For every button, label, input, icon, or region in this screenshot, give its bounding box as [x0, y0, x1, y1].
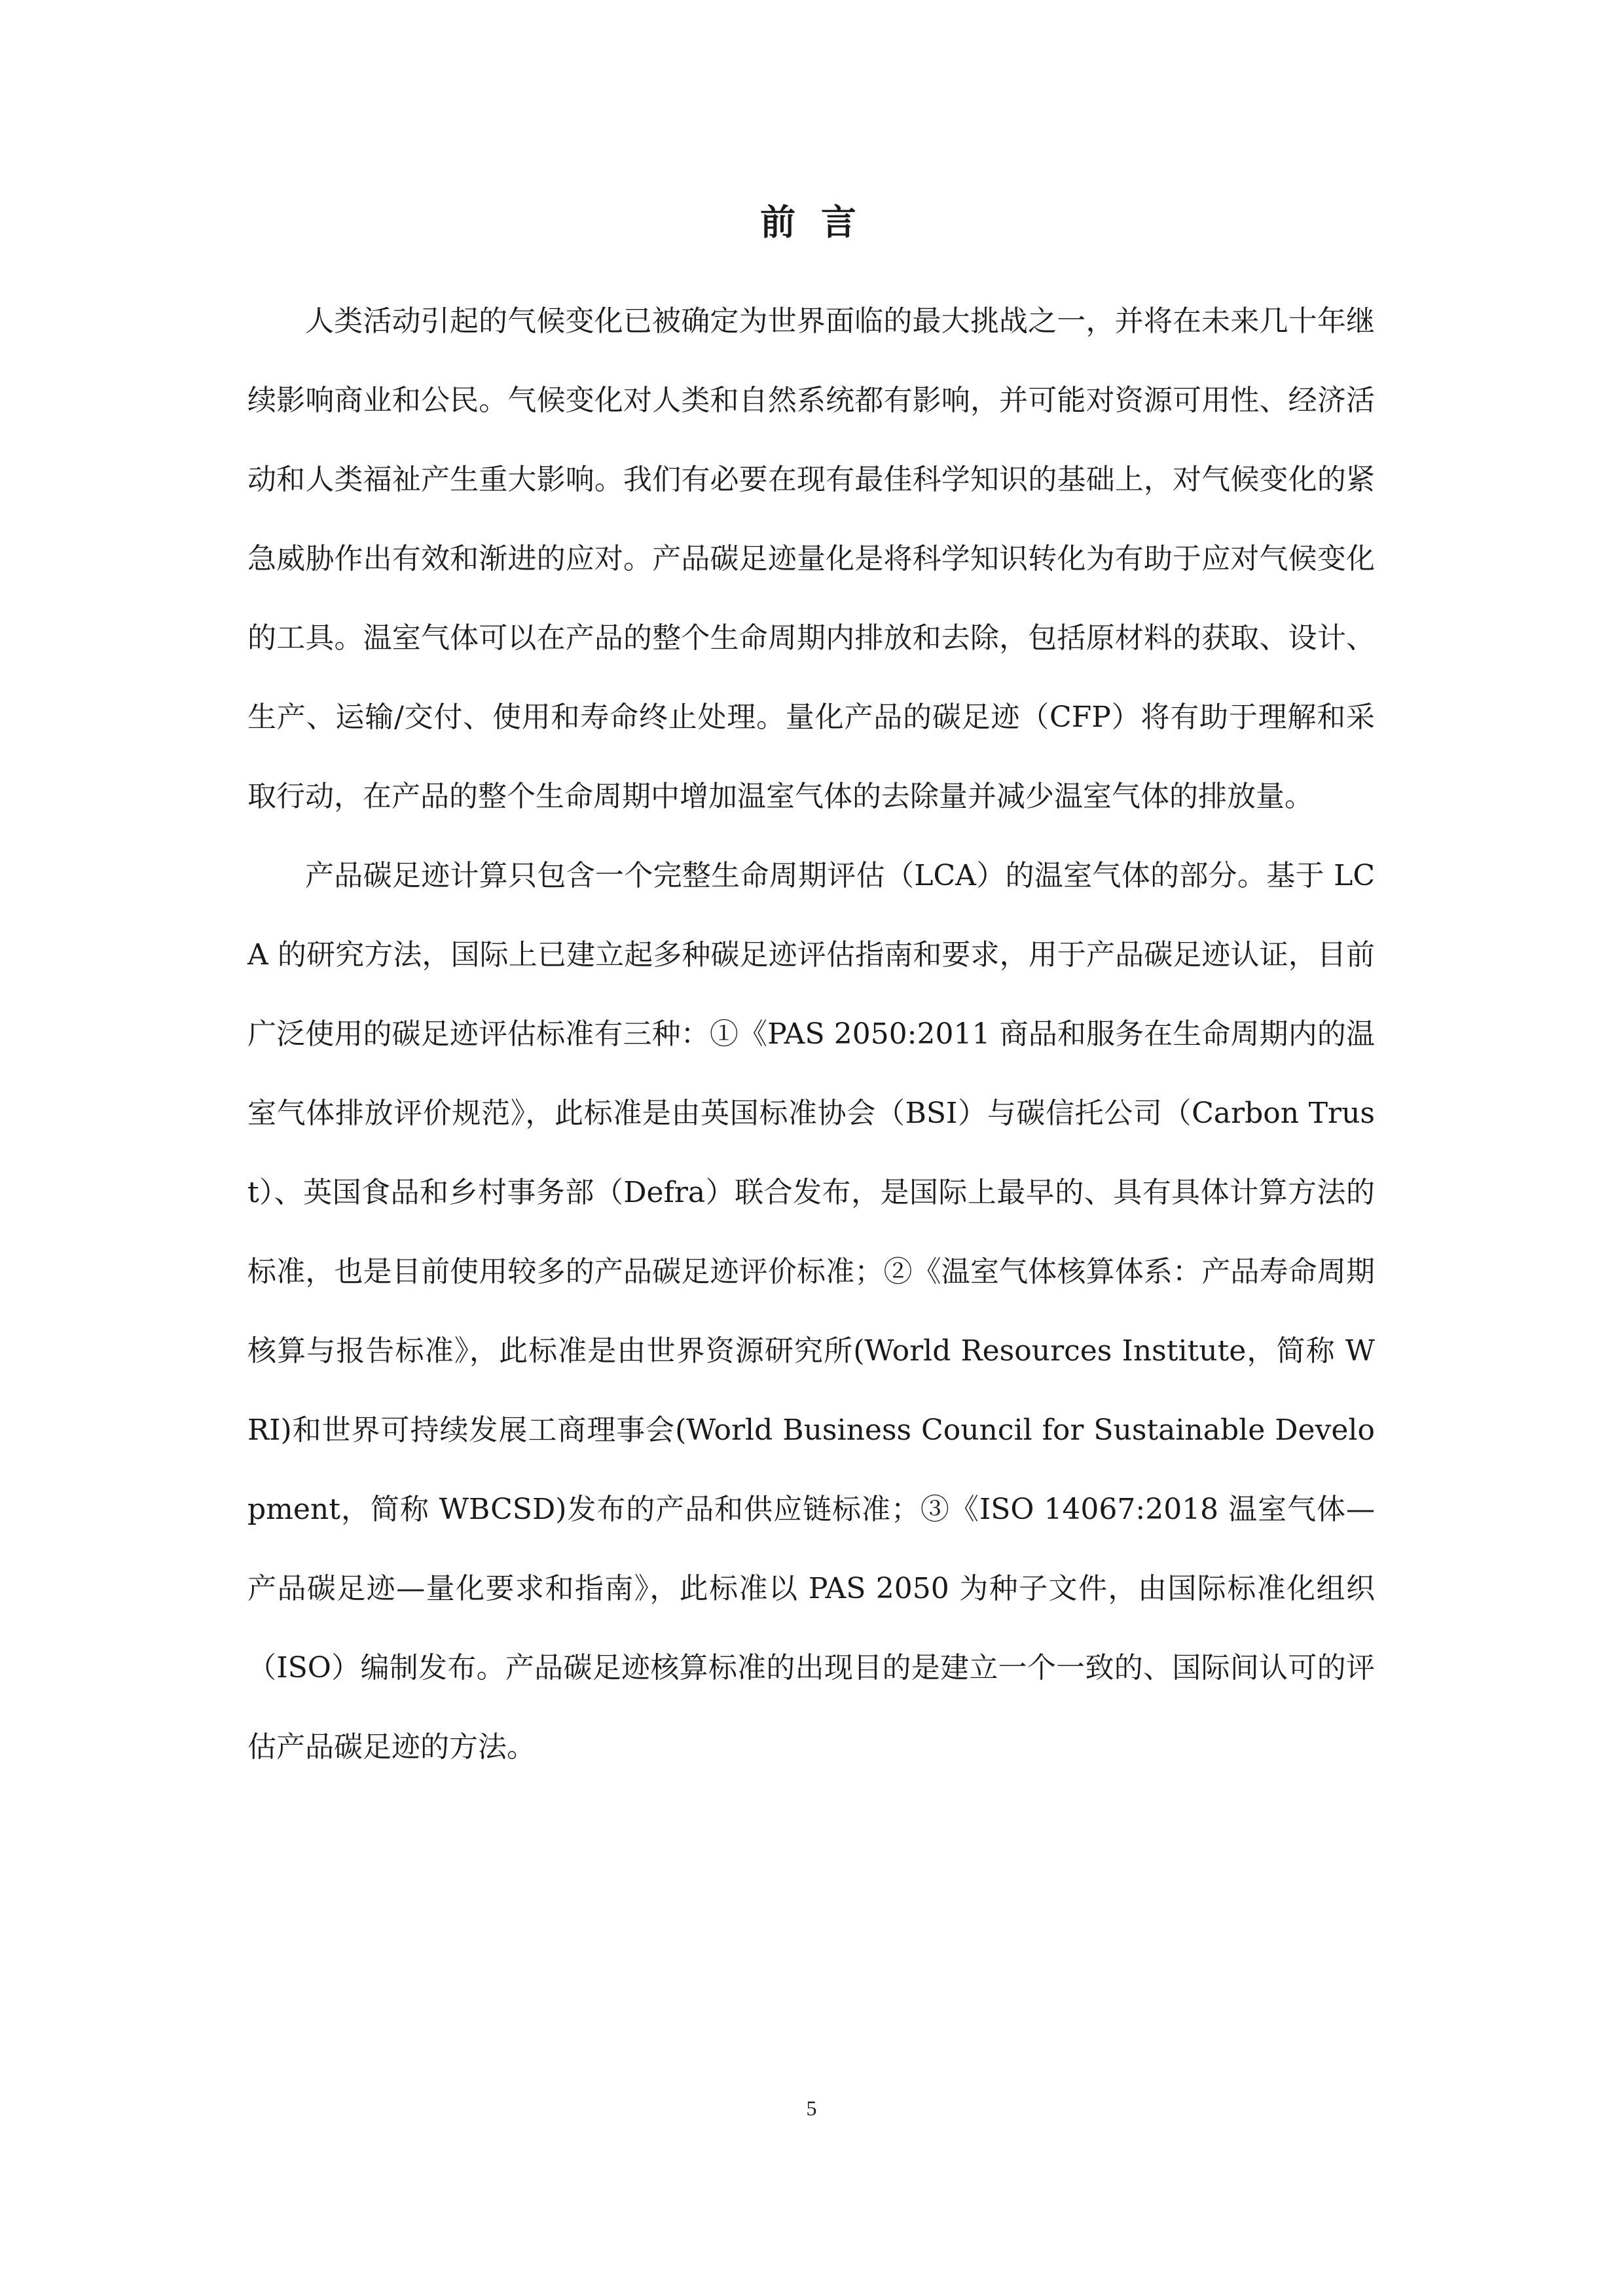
- page-number: 5: [806, 2096, 817, 2120]
- paragraph-climate-change: 人类活动引起的气候变化已被确定为世界面临的最大挑战之一，并将在未来几十年继续影响商业和公民。气候变化对人类和自然系统都有影响，并可能对资源可用性、经济活动和人类福祉产生重大影响。我们有必要在现有最佳科学知识的基础上，对气候变化的紧急威胁作出有效和渐进的应对。产品碳足迹量化是将科学知识转化为有助于应对气候变化的工具。温室气体可以在产品的整个生命周期内排放和去除，包括原材料的获取、设计、生产、运输/交付、使用和寿命终止处理。量化产品的碳足迹（CFP）将有助于理解和采取行动，在产品的整个生命周期中增加温室气体的去除量并减少温室气体的排放量。: [247, 304, 1375, 813]
- page-title: 前 言: [760, 202, 863, 243]
- paragraph-cfp-standards: 产品碳足迹计算只包含一个完整生命周期评估（LCA）的温室气体的部分。基于 LCA 的研究方法，国际上已建立起多种碳足迹评估指南和要求，用于产品碳足迹认证，目前广泛使用的碳足迹评估标准有三种：①《PAS 2050:2011 商品和服务在生命周期内的温室气体排放评价规范》，此标准是由英国标准协会（BSI）与碳信托公司（Carbon Trust）、英国食品和乡村事务部（Defra）联合发布，是国际上最早的、具有具体计算方法的标准，也是目前使用较多的产品碳足迹评价标准；②《温室气体核算体系：产品寿命周期核算与报告标准》，此标准是由世界资源研究所(World Resources Institute，简称 WRI)和世界可持续发展工商理事会(World Business Council for Sustainable Development，简称 WBCSD)发布的产品和供应链标准；③《ISO 14067:2018 温室气体—产品碳足迹—量化要求和指南》，此标准以 PAS 2050 为种子文件，由国际标准化组织（ISO）编制发布。产品碳足迹核算标准的出现目的是建立一个一致的、国际间认可的评估产品碳足迹的方法。: [247, 859, 1375, 1764]
- body-text: [247, 282, 1375, 1787]
